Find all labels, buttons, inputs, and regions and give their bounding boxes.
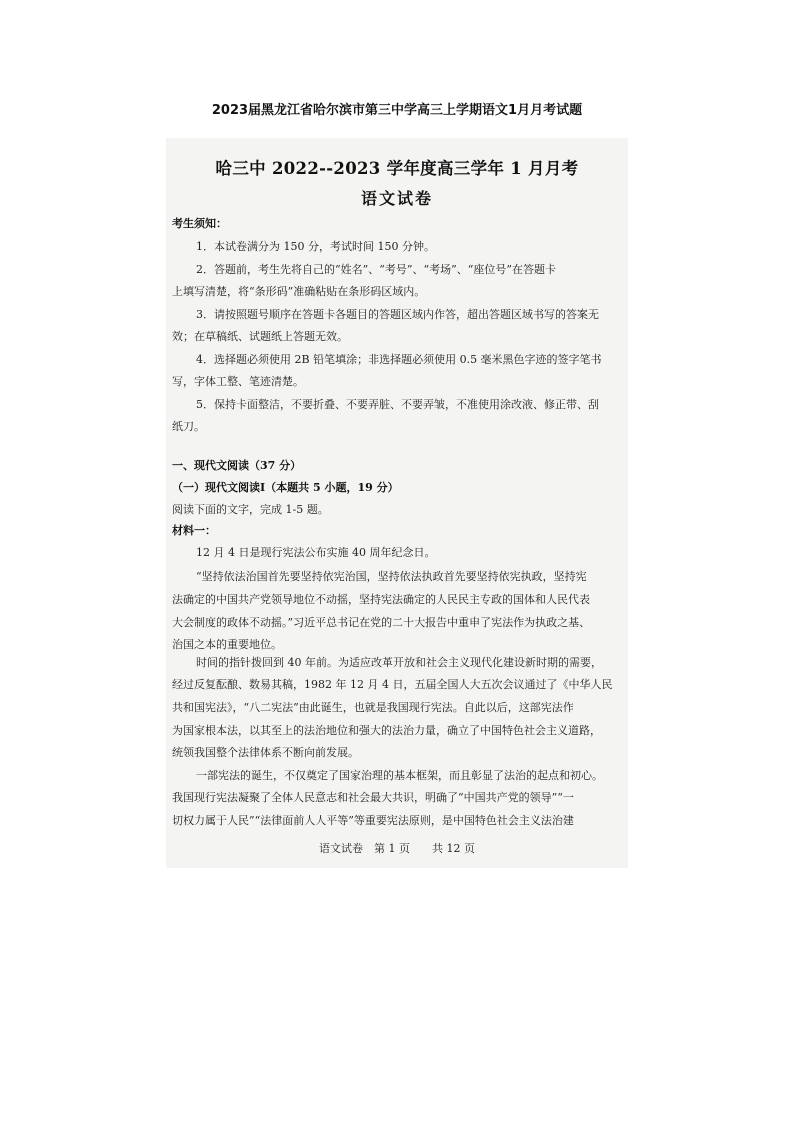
passage-line: “坚持依法治国首先要坚持依宪治国，坚持依法执政首先要坚持依宪执政，坚持宪 [196,570,587,583]
section-instruction: 阅读下面的文字，完成 1-5 题。 [172,503,329,516]
material-label: 材料一： [172,524,216,537]
notice-item: 1．本试卷满分为 150 分，考试时间 150 分钟。 [196,240,435,253]
page-footer: 语文试卷 第 1 页 共 12 页 [319,842,475,855]
paper-title: 语文试卷 [360,189,433,208]
notice-item: 上填写清楚，将“条形码”准确粘贴在条形码区域内。 [172,285,426,298]
notice-heading: 考生须知： [172,217,227,230]
notice-item: 效；在草稿纸、试题纸上答题无效。 [172,330,348,343]
passage-line: 为国家根本法，以其至上的法治地位和强大的法治力量，确立了中国特色社会主义道路， [172,724,601,737]
passage-line: 一部宪法的诞生，不仅奠定了国家治理的基本框架，而且彰显了法治的起点和初心。 [196,769,603,782]
exam-title: 哈三中 2022--2023 学年度高三学年 1 月月考 [215,159,579,178]
section-title: 一、现代文阅读（37 分） [172,459,302,472]
passage-line: 时间的指针拨回到 40 年前。为适应改革开放和社会主义现代化建设新时期的需要， [196,656,602,669]
passage-line: 12 月 4 日是现行宪法公布实施 40 周年纪念日。 [196,546,436,559]
passage-line: 治国之本的重要地位。 [172,638,282,651]
notice-item: 3．请按照题号顺序在答题卡各题目的答题区域内作答，超出答题区域书写的答案无 [196,308,599,321]
passage-line: 切权力属于人民”“法律面前人人平等”等重要宪法原则，是中国特色社会主义法治建 [172,814,574,827]
passage-line: 大会制度的政体不动摇。”习近平总书记在党的二十大报告中重申了宪法作为执政之基、 [172,616,591,629]
passage-line: 经过反复酝酿、数易其稿，1982 年 12 月 4 日，五届全国人大五次会议通过了《中华人民 [172,678,613,691]
passage-line: 统领我国整个法律体系不断向前发展。 [172,746,359,759]
notice-item: 写，字体工整、笔迹清楚。 [172,375,304,388]
notice-item: 4．选择题必须使用 2B 铅笔填涂；非选择题必须使用 0.5 毫米黑色字迹的签字笔书 [196,353,602,366]
notice-item: 2．答题前，考生先将自己的“姓名”、“考号”、“考场”、“座位号”在答题卡 [196,263,556,276]
section-subtitle: （一）现代文阅读Ⅰ（本题共 5 小题，19 分） [172,481,399,494]
passage-line: 共和国宪法》，“八二宪法”由此诞生，也就是我国现行宪法。自此以后，这部宪法作 [172,701,574,714]
notice-item: 纸刀。 [172,420,205,433]
passage-line: 法确定的中国共产党领导地位不动摇，坚持宪法确定的人民民主专政的国体和人民代表 [172,593,590,606]
passage-line: 我国现行宪法凝聚了全体人民意志和社会最大共识，明确了“中国共产党的领导”“一 [172,791,574,804]
notice-item: 5．保持卡面整洁，不要折叠、不要弄脏、不要弄皱，不准使用涂改液、修正带、刮 [196,398,599,411]
document-title: 2023届黑龙江省哈尔滨市第三中学高三上学期语文1月月考试题 [211,103,583,118]
